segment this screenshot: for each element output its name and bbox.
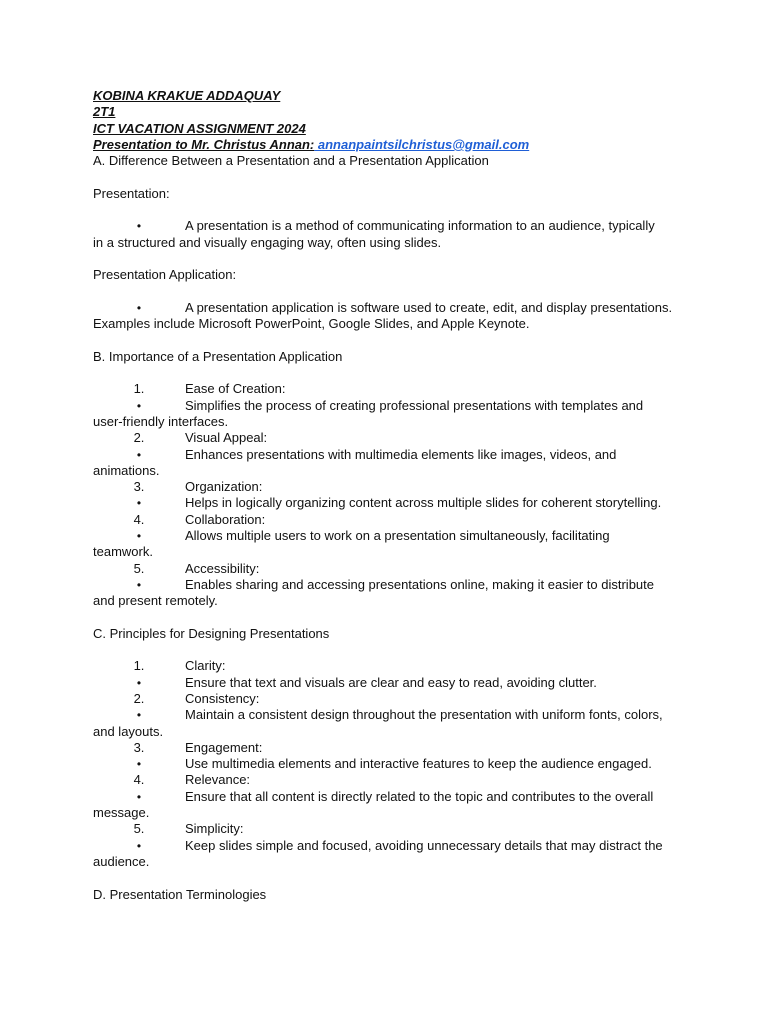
list-number: 4. — [133, 511, 145, 527]
section-c-title: C. Principles for Designing Presentations — [93, 625, 330, 641]
list-item-label: Relevance: — [185, 772, 251, 788]
list-number: 1. — [133, 658, 145, 674]
list-item-label: Consistency: — [185, 690, 260, 706]
list-item-bullet — [93, 789, 683, 805]
presented-to-line — [93, 137, 683, 153]
presentation-text-cont: in a structured and visually engaging way, often using slides. — [93, 234, 442, 250]
spacer — [93, 251, 683, 267]
list-item-bullet — [93, 838, 683, 854]
list-number: 4. — [133, 772, 145, 788]
list-item-text-cont: animations. — [93, 462, 160, 478]
app-label: Presentation Application: — [93, 267, 237, 283]
spacer — [93, 284, 683, 300]
list-item-text: Ensure that text and visuals are clear and easy to read, avoiding clutter. — [185, 674, 597, 690]
list-item-label: Ease of Creation: — [185, 381, 286, 397]
spacer — [93, 202, 683, 218]
list-item-text: Keep slides simple and focused, avoiding unnecessary details that may distract the — [185, 837, 663, 853]
list-item-text: Enhances presentations with multimedia elements like images, videos, and — [185, 446, 617, 462]
list-item-text-cont: and layouts. — [93, 723, 164, 739]
list-item-text: Allows multiple users to work on a presentation simultaneously, facilitating — [185, 528, 610, 544]
list-item-heading — [93, 772, 683, 788]
list-item-label: Organization: — [185, 479, 263, 495]
list-item-heading — [93, 512, 683, 528]
list-item-label: Clarity: — [185, 658, 226, 674]
bullet-icon: • — [136, 838, 142, 853]
list-item-heading — [93, 691, 683, 707]
spacer — [93, 332, 683, 348]
document-page — [93, 88, 683, 903]
list-item-text-cont: audience. — [93, 853, 150, 869]
list-number: 5. — [133, 560, 145, 576]
section-a-title: A. Difference Between a Presentation and a Presentation Application — [93, 153, 489, 169]
list-item-heading — [93, 430, 683, 446]
list-item-text: Helps in logically organizing content across multiple slides for coherent storytelling. — [185, 495, 662, 511]
email-link[interactable]: annanpaintsilchristus@gmail.com — [314, 136, 530, 152]
list-item-heading — [93, 821, 683, 837]
list-item-bullet — [93, 495, 683, 511]
section-b-list — [93, 381, 683, 609]
bullet-icon: • — [136, 529, 142, 544]
bullet-icon: • — [136, 675, 142, 690]
presentation-text: A presentation is a method of communicating information to an audience, typically — [185, 218, 655, 234]
bullet-icon: • — [136, 708, 142, 723]
list-item-heading — [93, 479, 683, 495]
list-number: 2. — [133, 430, 145, 446]
list-item-label: Engagement: — [185, 739, 263, 755]
list-item-label: Accessibility: — [185, 560, 260, 576]
assignment-title: ICT VACATION ASSIGNMENT 2024 — [93, 120, 306, 136]
list-item-heading — [93, 561, 683, 577]
spacer — [93, 870, 683, 886]
bullet-icon: • — [136, 398, 142, 413]
author-class: 2T1 — [93, 104, 116, 120]
spacer — [93, 642, 683, 658]
list-number: 3. — [133, 479, 145, 495]
app-bullet — [93, 300, 683, 316]
bullet-icon: • — [136, 757, 142, 772]
list-item-heading — [93, 658, 683, 674]
list-item-heading — [93, 740, 683, 756]
list-number: 2. — [133, 690, 145, 706]
list-item-label: Visual Appeal: — [185, 430, 268, 446]
spacer — [93, 365, 683, 381]
list-item-text: Simplifies the process of creating professional presentations with templates and — [185, 397, 644, 413]
spacer — [93, 169, 683, 185]
section-c-list — [93, 658, 683, 870]
section-b-title: B. Importance of a Presentation Application — [93, 348, 343, 364]
bullet-icon: • — [136, 447, 142, 462]
list-item-heading — [93, 381, 683, 397]
list-item-text-cont: and present remotely. — [93, 593, 218, 609]
bullet-icon: • — [136, 219, 142, 234]
bullet-icon: • — [136, 789, 142, 804]
list-item-text: Maintain a consistent design throughout the presentation with uniform fonts, colors, — [185, 707, 663, 723]
list-item-bullet — [93, 447, 683, 463]
list-item-text-cont: user-friendly interfaces. — [93, 413, 229, 429]
list-number: 3. — [133, 739, 145, 755]
list-item-text: Ensure that all content is directly related to the topic and contributes to the overall — [185, 788, 654, 804]
list-item-text: Use multimedia elements and interactive features to keep the audience engaged. — [185, 756, 652, 772]
app-text-cont: Examples include Microsoft PowerPoint, Google Slides, and Apple Keynote. — [93, 316, 530, 332]
list-item-text: Enables sharing and accessing presentations online, making it easier to distribute — [185, 576, 654, 592]
spacer — [93, 610, 683, 626]
presentation-bullet — [93, 218, 683, 234]
list-item-bullet — [93, 756, 683, 772]
list-item-label: Simplicity: — [185, 821, 244, 837]
list-item-bullet — [93, 707, 683, 723]
list-item-bullet — [93, 528, 683, 544]
section-d-title: D. Presentation Terminologies — [93, 886, 267, 902]
list-item-bullet — [93, 577, 683, 593]
list-number: 1. — [133, 381, 145, 397]
presentation-label: Presentation: — [93, 185, 170, 201]
bullet-icon: • — [136, 577, 142, 592]
bullet-icon: • — [136, 300, 142, 315]
author-name: KOBINA KRAKUE ADDAQUAY — [93, 88, 281, 103]
list-item-text-cont: teamwork. — [93, 544, 153, 560]
presented-to-label: Presentation to Mr. Christus Annan: — [93, 136, 315, 152]
list-item-bullet — [93, 675, 683, 691]
list-item-label: Collaboration: — [185, 511, 266, 527]
list-number: 5. — [133, 821, 145, 837]
app-text: A presentation application is software used to create, edit, and display presentations. — [185, 299, 673, 315]
bullet-icon: • — [136, 496, 142, 511]
list-item-text-cont: message. — [93, 805, 150, 821]
list-item-bullet — [93, 398, 683, 414]
